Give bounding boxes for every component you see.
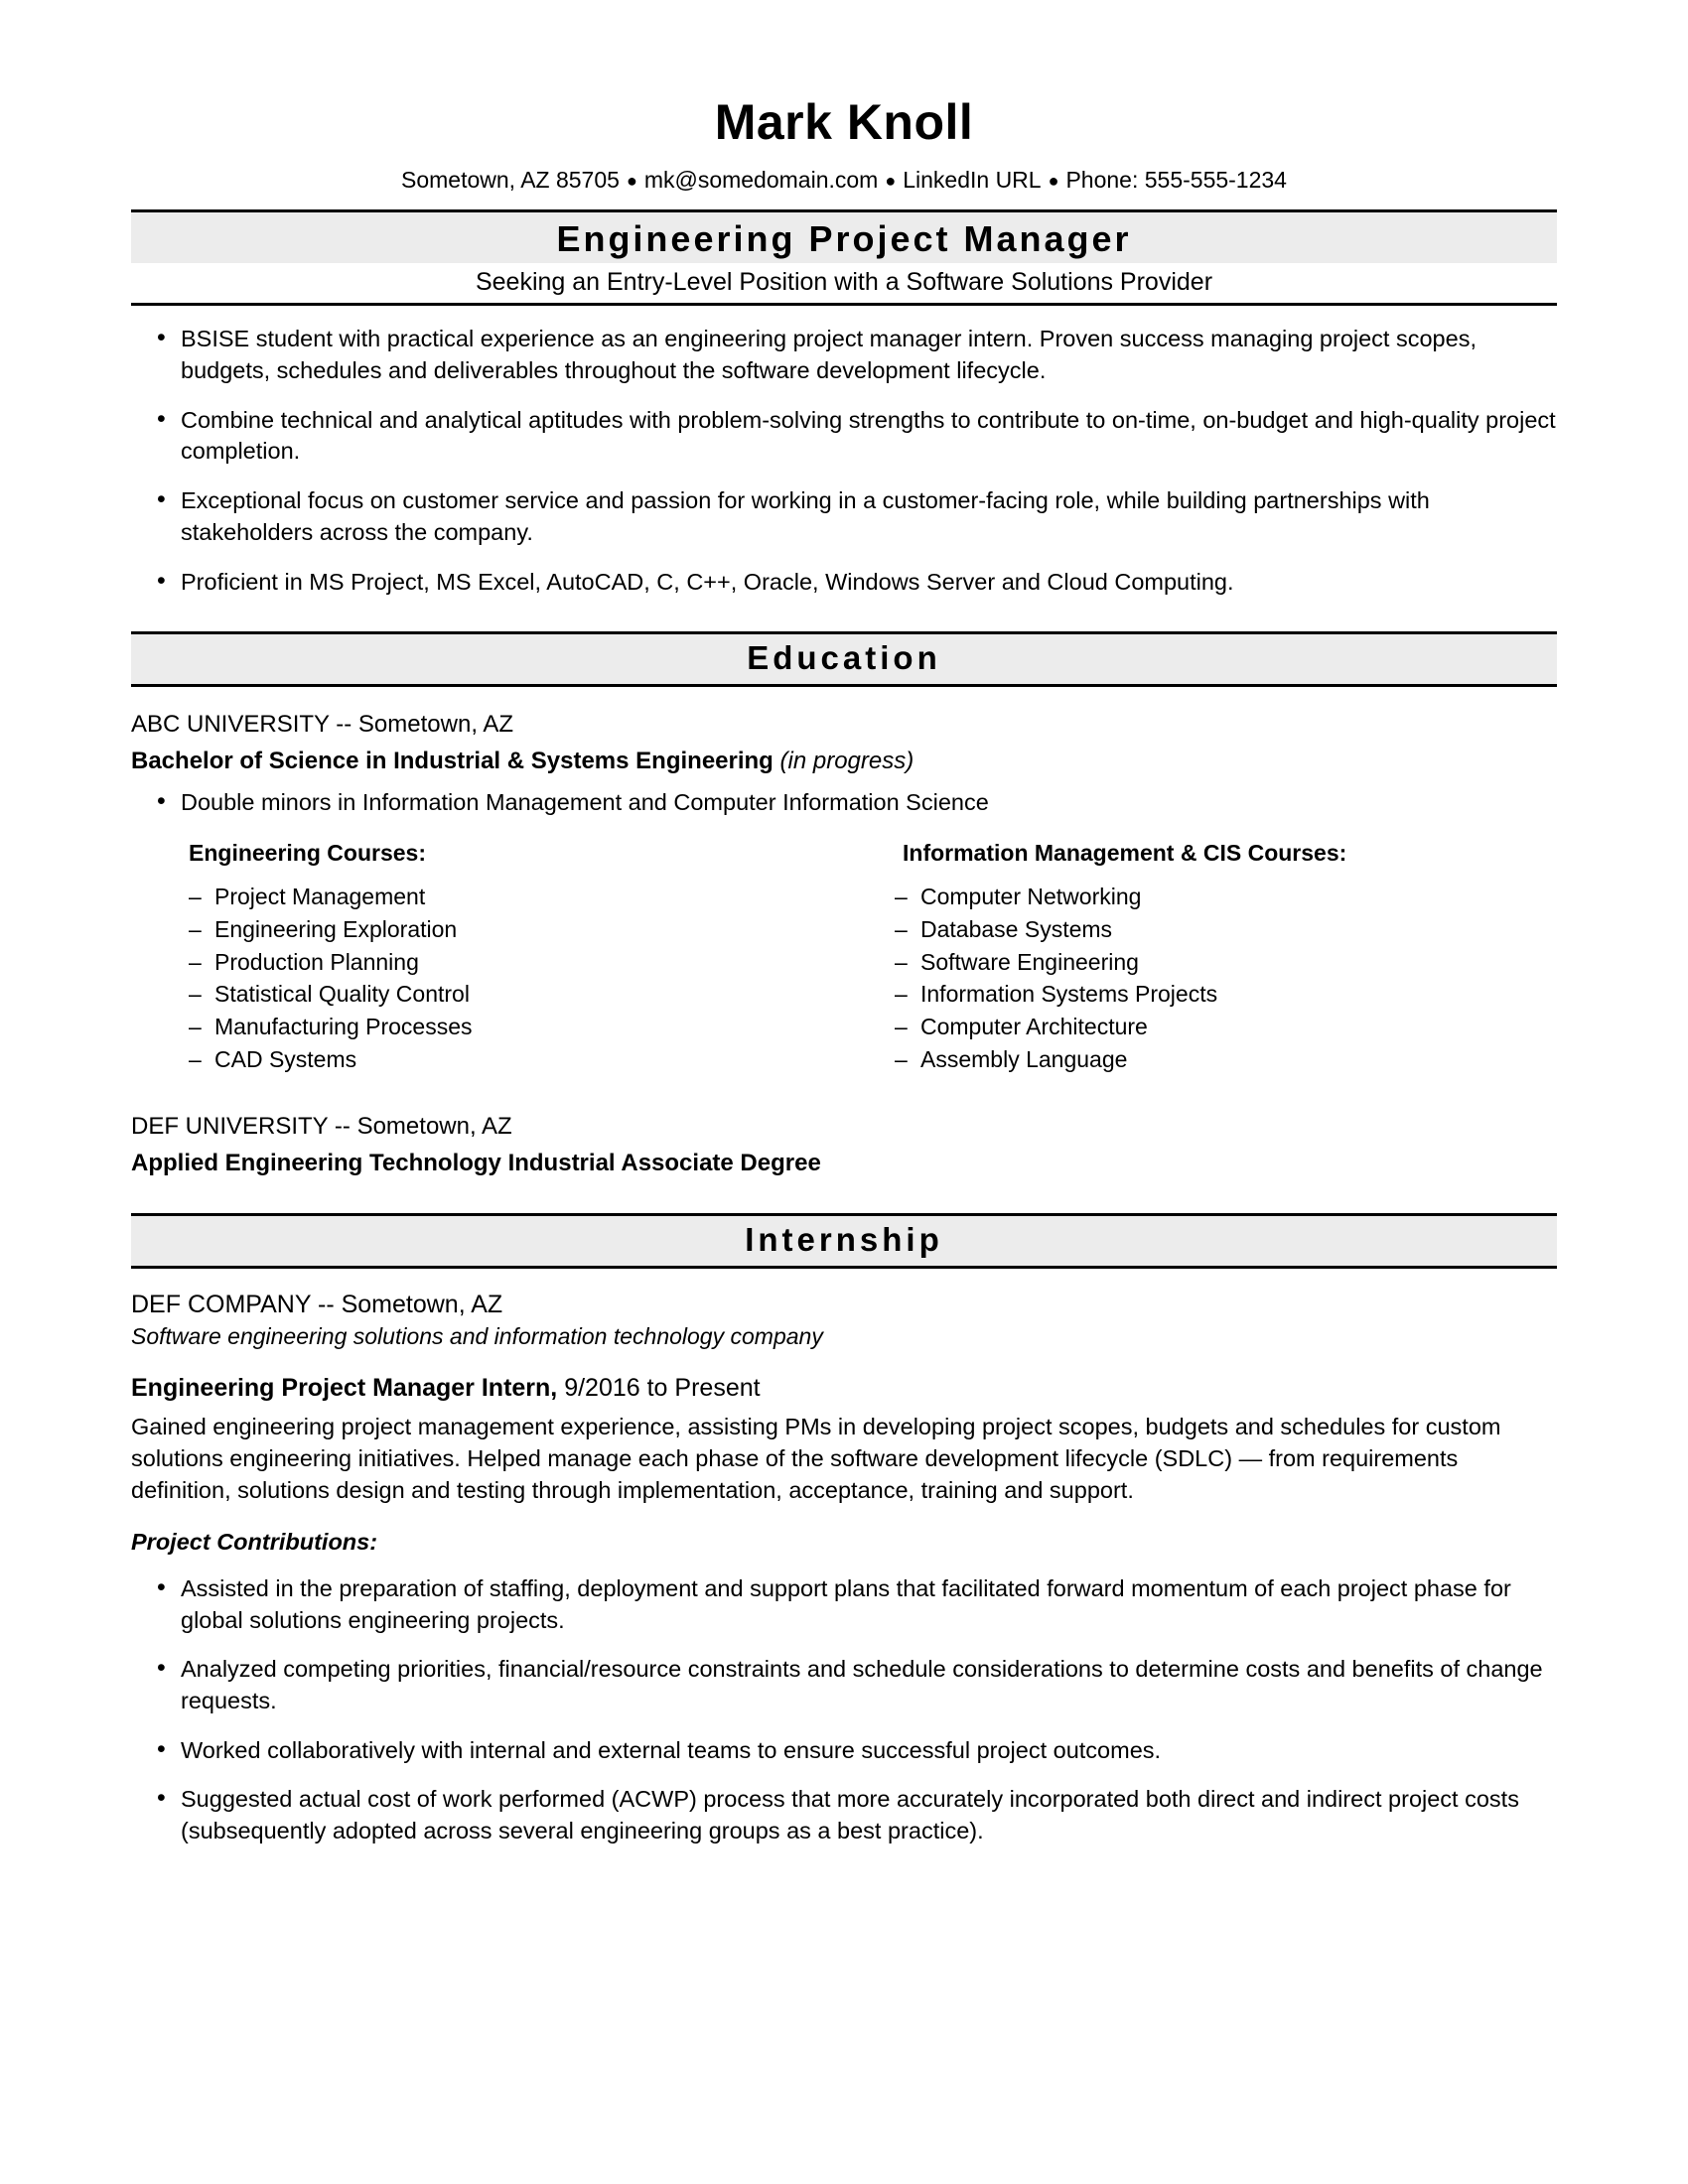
project-contributions-list — [131, 1573, 1557, 1847]
candidate-name: Mark Knoll — [714, 94, 974, 150]
education-school-one-name: ABC UNIVERSITY -- Sometown, AZ — [131, 711, 513, 739]
spacer — [131, 1075, 1557, 1105]
list-item: • Double minors in Information Management and Computer Information Science — [131, 787, 1557, 819]
contact-phone: Phone: 555-555-1234 — [1065, 167, 1287, 193]
headline-title: Engineering Project Manager — [556, 217, 1132, 259]
education-school-one-degree — [131, 746, 1557, 776]
list-item: – Software Engineering — [895, 946, 1557, 979]
list-item: • Combine technical and analytical aptitudes with problem-solving strengths to contribute to on-time, on-budget and high-quality project completion. — [131, 405, 1557, 468]
list-item: • BSISE student with practical experience as an engineering project manager intern. Proven success managing project scopes, budgets, schedules and deliverables throughout the software development lifecycle. — [131, 324, 1557, 386]
list-item: • Suggested actual cost of work performed (ACWP) process that more accurately incorporated both direct and indirect project costs (subsequently adopted across several engineering groups as a best practice). — [131, 1784, 1557, 1846]
list-item: – Assembly Language — [895, 1043, 1557, 1076]
courses-columns — [131, 840, 1557, 1075]
education-minors-list — [131, 787, 1557, 819]
list-item: – Production Planning — [189, 946, 873, 979]
list-item: • Assisted in the preparation of staffing, deployment and support plans that facilitated forward momentum of each project phase for global solutions engineering projects. — [131, 1573, 1557, 1636]
contact-location: Sometown, AZ 85705 — [401, 167, 620, 193]
contact-email[interactable]: mk@somedomain.com — [643, 167, 879, 193]
list-item: – Statistical Quality Control — [189, 978, 873, 1011]
summary-list — [131, 324, 1557, 598]
internship-company-description: Software engineering solutions and information technology company — [131, 1322, 823, 1349]
list-item: • Proficient in MS Project, MS Excel, AutoCAD, C, C++, Oracle, Windows Server and Cloud Computing. — [131, 567, 1557, 599]
internship-company: DEF COMPANY -- Sometown, AZ — [131, 1290, 503, 1318]
courses-column-cis — [873, 840, 1557, 1075]
courses-column-engineering — [189, 840, 873, 1075]
job-title-text: Engineering Project Manager Intern, — [131, 1373, 558, 1402]
project-contributions-heading: Project Contributions: — [131, 1528, 378, 1555]
headline-subtitle: Seeking an Entry-Level Position with a Software Solutions Provider — [131, 263, 1557, 303]
contact-linkedin[interactable]: LinkedIn URL — [903, 167, 1042, 193]
contact-line — [131, 166, 1557, 196]
internship-job-title — [131, 1374, 1557, 1403]
list-item: – Engineering Exploration — [189, 913, 873, 946]
section-title-education: Education — [747, 639, 941, 677]
courses-heading-cis: Information Management & CIS Courses: — [903, 840, 1347, 867]
section-banner-education — [131, 631, 1557, 687]
list-item: – Computer Architecture — [895, 1011, 1557, 1043]
list-item: • Exceptional focus on customer service and passion for working in a customer-facing role, while building partnerships with stakeholders across the company. — [131, 485, 1557, 548]
contact-separator-1: ● — [626, 171, 637, 192]
courses-list-engineering — [189, 881, 873, 1075]
education-school-two-name: DEF UNIVERSITY -- Sometown, AZ — [131, 1113, 512, 1141]
list-item: – Manufacturing Processes — [189, 1011, 873, 1043]
headline-banner — [131, 209, 1557, 306]
degree-note: (in progress) — [779, 748, 914, 775]
job-dates: 9/2016 to Present — [564, 1373, 761, 1402]
courses-heading-engineering: Engineering Courses: — [189, 840, 426, 867]
education-school-two-degree: Applied Engineering Technology Industrial Associate Degree — [131, 1150, 821, 1177]
courses-list-cis — [895, 881, 1557, 1075]
contact-separator-3: ● — [1048, 171, 1059, 192]
list-item: – Computer Networking — [895, 881, 1557, 913]
section-title-internship: Internship — [745, 1220, 943, 1258]
list-item: – Information Systems Projects — [895, 978, 1557, 1011]
list-item: – CAD Systems — [189, 1043, 873, 1076]
section-banner-internship — [131, 1213, 1557, 1269]
internship-job-description: Gained engineering project management experience, assisting PMs in developing project scopes, budgets and schedules for custom solutions engineering initiatives. Helped manage each phase of the software development lifecycle (SDLC) — from requirements definition, solutions design and testing through implementation, acceptance, training and support. — [131, 1413, 1501, 1504]
list-item: • Analyzed competing priorities, financial/resource constraints and schedule considerations to determine costs and benefits of change requests. — [131, 1654, 1557, 1716]
list-item: – Database Systems — [895, 913, 1557, 946]
list-item: • Worked collaboratively with internal and external teams to ensure successful project outcomes. — [131, 1735, 1557, 1767]
list-item: – Project Management — [189, 881, 873, 913]
degree-text: Bachelor of Science in Industrial & Systems Engineering — [131, 748, 774, 775]
contact-separator-2: ● — [885, 171, 897, 192]
